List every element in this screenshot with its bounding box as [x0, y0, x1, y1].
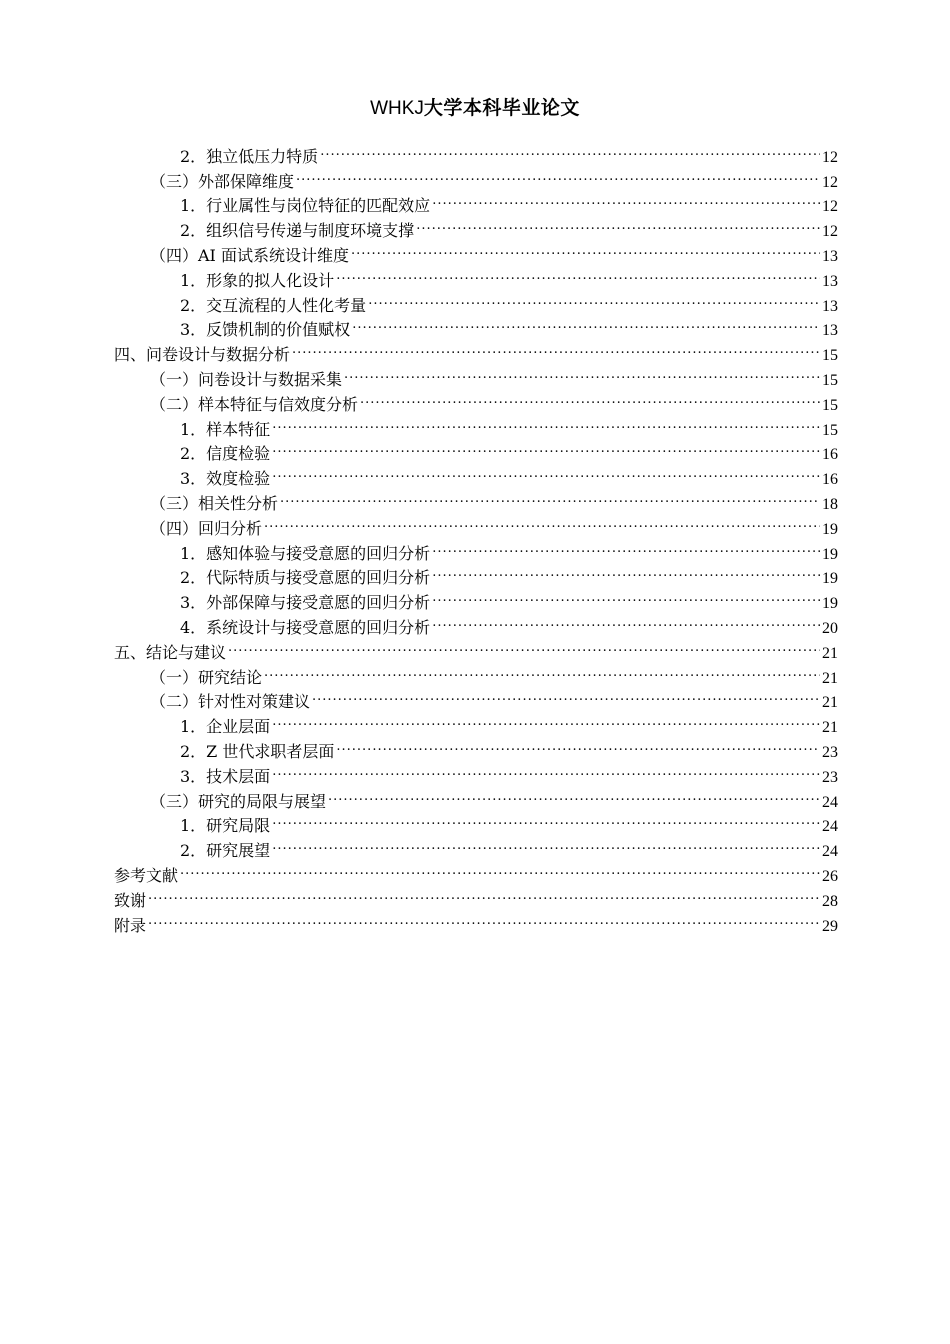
toc-dot-leader: [351, 236, 820, 261]
toc-entry-page: 24: [822, 843, 838, 861]
toc-entry-page: 13: [822, 272, 838, 290]
toc-entry-label: 3．外部保障与接受意愿的回归分析: [180, 593, 431, 613]
toc-entry-label: 2．独立低压力特质: [180, 146, 319, 166]
header-university-title: 大学本科毕业论文: [423, 97, 580, 119]
toc-entry-label: 参考文献: [114, 865, 179, 885]
toc-dot-leader: [336, 261, 820, 286]
toc-entry-label: 附录: [114, 915, 147, 935]
toc-entry[interactable]: [114, 881, 838, 910]
toc-dot-leader: [432, 187, 820, 212]
toc-entry-page: 19: [822, 570, 838, 588]
toc-entry-page: 19: [822, 595, 838, 613]
toc-entry-page: 15: [822, 421, 838, 439]
toc-entry-page: 15: [822, 396, 838, 414]
toc-entry-label: 3．反馈机制的价值赋权: [180, 320, 351, 340]
toc-entry-label: （三）相关性分析: [150, 493, 279, 513]
toc-dot-leader: [272, 410, 820, 435]
toc-dot-leader: [180, 856, 820, 881]
toc-entry-page: 28: [822, 892, 838, 910]
toc-dot-leader: [432, 534, 820, 559]
toc-entry-label: 五、结论与建议: [114, 642, 227, 662]
toc-dot-leader: [280, 484, 820, 509]
toc-entry-page: 12: [822, 198, 838, 216]
toc-dot-leader: [432, 608, 820, 633]
toc-entry-page: 16: [822, 471, 838, 489]
toc-entry-label: （三）外部保障维度: [150, 171, 295, 191]
toc-entry-label: （二）针对性对策建议: [150, 692, 311, 712]
toc-entry-label: 2．组织信号传递与制度环境支撑: [180, 221, 415, 241]
toc-entry-label: 1．样本特征: [180, 419, 271, 439]
toc-entry-page: 12: [822, 173, 838, 191]
toc-entry-label: 1．研究局限: [180, 816, 271, 836]
toc-entry-label: 1．行业属性与岗位特征的匹配效应: [180, 196, 431, 216]
toc-entry-page: 23: [822, 768, 838, 786]
page-header: [0, 96, 950, 121]
toc-entry-label: （一）问卷设计与数据采集: [150, 369, 343, 389]
toc-entry-page: 26: [822, 867, 838, 885]
toc-entry-label: （四）回归分析: [150, 518, 263, 538]
table-of-contents: [114, 137, 838, 935]
toc-entry-page: 24: [822, 818, 838, 836]
toc-entry-label: 3．效度检验: [180, 469, 271, 489]
toc-entry-page: 21: [822, 694, 838, 712]
toc-entry-page: 19: [822, 545, 838, 563]
toc-dot-leader: [148, 881, 820, 906]
toc-entry-page: 21: [822, 669, 838, 687]
toc-entry-label: 3．技术层面: [180, 766, 271, 786]
toc-dot-leader: [432, 583, 820, 608]
toc-entry-page: 13: [822, 297, 838, 315]
toc-dot-leader: [228, 633, 820, 658]
toc-dot-leader: [368, 286, 820, 311]
toc-entry-label: 四、问卷设计与数据分析: [114, 345, 291, 365]
toc-entry-label: 4．系统设计与接受意愿的回归分析: [180, 617, 431, 637]
toc-dot-leader: [272, 807, 820, 832]
toc-entry-page: 20: [822, 619, 838, 637]
toc-dot-leader: [312, 683, 820, 708]
toc-dot-leader: [328, 782, 820, 807]
toc-dot-leader: [416, 211, 820, 236]
toc-entry-label: 2．交互流程的人性化考量: [180, 295, 367, 315]
toc-entry-label: 1．感知体验与接受意愿的回归分析: [180, 543, 431, 563]
toc-entry[interactable]: [114, 906, 838, 935]
toc-dot-leader: [296, 162, 820, 187]
toc-entry-label: （四）AI 面试系统设计维度: [150, 245, 349, 265]
toc-entry-page: 29: [822, 917, 838, 935]
toc-entry-page: 16: [822, 446, 838, 464]
toc-entry[interactable]: [114, 856, 838, 885]
toc-entry-label: 1．企业层面: [180, 717, 271, 737]
toc-dot-leader: [352, 311, 820, 336]
toc-dot-leader: [320, 137, 820, 162]
toc-entry-label: （三）研究的局限与展望: [150, 791, 327, 811]
toc-entry-label: 2．代际特质与接受意愿的回归分析: [180, 568, 431, 588]
toc-entry-label: （一）研究结论: [150, 667, 263, 687]
toc-entry-label: 1．形象的拟人化设计: [180, 270, 335, 290]
toc-entry-label: 2．信度检验: [180, 444, 271, 464]
toc-dot-leader: [264, 658, 820, 683]
toc-dot-leader: [344, 360, 820, 385]
toc-dot-leader: [336, 732, 820, 757]
toc-entry-page: 13: [822, 247, 838, 265]
toc-entry-page: 19: [822, 520, 838, 538]
toc-dot-leader: [272, 831, 820, 856]
toc-dot-leader: [272, 707, 820, 732]
toc-dot-leader: [148, 906, 820, 931]
toc-entry-page: 21: [822, 644, 838, 662]
toc-dot-leader: [432, 559, 820, 584]
toc-entry-page: 21: [822, 719, 838, 737]
toc-dot-leader: [272, 435, 820, 460]
toc-entry-page: 24: [822, 793, 838, 811]
toc-entry-page: 23: [822, 743, 838, 761]
toc-entry-label: 2．Z 世代求职者层面: [180, 741, 335, 761]
header-brand: WHKJ: [370, 98, 424, 119]
toc-entry-page: 18: [822, 495, 838, 513]
toc-dot-leader: [272, 757, 820, 782]
toc-dot-leader: [272, 459, 820, 484]
toc-entry-label: 致谢: [114, 890, 147, 910]
toc-entry-label: （二）样本特征与信效度分析: [150, 394, 359, 414]
toc-dot-leader: [264, 509, 820, 534]
toc-entry[interactable]: [114, 137, 838, 166]
toc-entry-page: 12: [822, 223, 838, 241]
toc-entry-page: 15: [822, 347, 838, 365]
toc-dot-leader: [292, 335, 820, 360]
toc-dot-leader: [360, 385, 820, 410]
toc-entry-page: 12: [822, 148, 838, 166]
toc-entry-label: 2．研究展望: [180, 841, 271, 861]
toc-entry-page: 15: [822, 371, 838, 389]
toc-entry-page: 13: [822, 322, 838, 340]
